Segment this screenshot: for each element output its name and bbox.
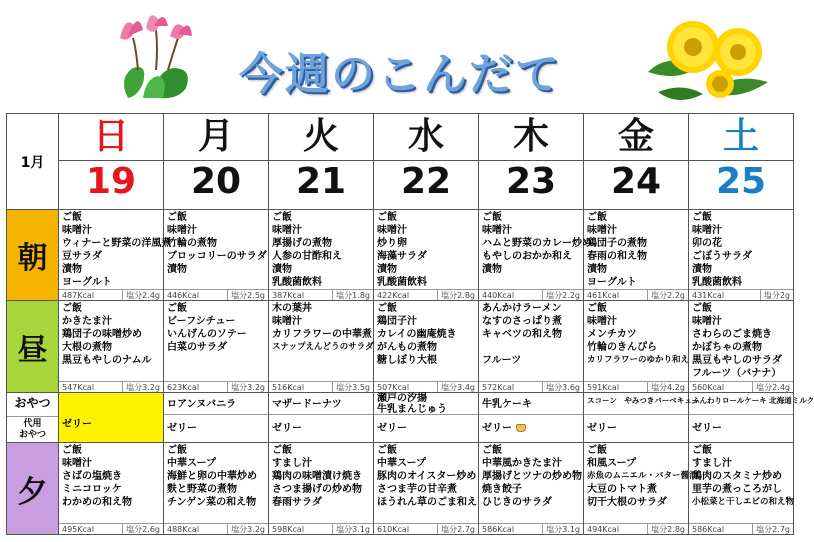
menu-item: 味噌汁 [62,458,92,469]
menu-item: あんかけラーメン [482,303,562,314]
calorie-value: 440Kcal [482,291,515,300]
calorie-value: 507Kcal [377,383,410,392]
lunch-cell [164,301,269,393]
menu-item: もやしのおかか和え [482,251,572,262]
menu-item: ご飯 [62,445,82,456]
menu-item: ご飯 [167,212,187,223]
menu-item: なすのさっぱり煮 [482,316,562,327]
salt-value: 塩分3.2g [122,382,160,392]
nutrition-info [584,381,688,392]
menu-item: 炒り卵 [377,238,407,249]
menu-item: 漬物 [482,264,502,275]
substitute-snack-item: ゼリー [587,423,617,434]
dinner-cell [479,443,584,535]
day-header-mon [164,114,269,210]
menu-item: 味噌汁 [167,225,197,236]
nutrition-info [374,289,478,300]
menu-item: 大根の煮物 [62,342,112,353]
menu-item: 鶏団子の味噌炒め [62,329,142,340]
nutrition-info [269,381,373,392]
salt-value: 塩分3.2g [227,524,265,534]
menu-item: わかめの和え物 [62,497,132,508]
day-header-thu [479,114,584,210]
menu-item: 卯の花 [692,238,722,249]
snack-cell [164,393,269,443]
substitute-snack-item: ゼリー [272,423,302,434]
menu-item: 豆サラダ [62,251,102,262]
menu-item: ご飯 [62,303,82,314]
day-date: 21 [269,160,373,203]
menu-item: かきたま汁 [62,316,112,327]
day-date: 22 [374,160,478,203]
menu-item [167,509,265,522]
nutrition-info [689,381,793,392]
menu-item: ご飯 [62,212,82,223]
menu-item: すまし汁 [692,458,732,469]
nutrition-info [59,523,163,534]
menu-item: メンチカツ [587,329,637,340]
menu-item: ハムと野菜のカレー炒め [482,238,592,249]
menu-item: ご飯 [692,212,712,223]
salt-value: 塩分2.2g [647,290,685,300]
snack-label-bottom: 代用 おやつ [18,419,46,440]
calorie-value: 598Kcal [272,525,305,534]
snack-item: マザードーナツ [272,399,342,410]
substitute-snack-item: ゼリー [377,423,407,434]
menu-item: ウィナーと野菜の洋風煮 [62,238,172,249]
snack-item: 瀬戸の汐揚 [377,393,427,404]
salt-value: 塩分3.4g [437,382,475,392]
nutrition-info [164,381,268,392]
menu-item: 大豆のトマト煮 [587,484,657,495]
menu-item: 里芋の煮っころがし [692,484,782,495]
menu-item: がんもの煮物 [377,342,437,353]
menu-item: 味噌汁 [587,225,617,236]
menu-item: ほうれん草のごま和え [377,497,477,508]
salt-value: 塩分2.2g [542,290,580,300]
breakfast-cell [479,210,592,301]
calorie-value: 586Kcal [692,525,725,534]
menu-item: 味噌汁 [272,316,302,327]
menu-item: ご飯 [587,445,607,456]
menu-item: 味噌汁 [692,225,722,236]
menu-item: 漬物 [272,264,292,275]
substitute-snack-item: ゼリー [692,423,722,434]
nutrition-info [584,289,688,300]
menu-item: ご飯 [272,445,292,456]
salt-value: 塩分3.1g [542,524,580,534]
menu-item [482,341,580,354]
adonis-flower-icon [638,12,778,108]
calorie-value: 586Kcal [482,525,515,534]
salt-value: 塩分2.7g [437,524,475,534]
nutrition-info [269,289,373,300]
menu-item: 味噌汁 [587,316,617,327]
menu-item [377,367,475,380]
menu-item: 黒豆もやしのサラダ [692,355,782,366]
lunch-cell [374,301,479,393]
calorie-value: 547Kcal [62,383,95,392]
substitute-snack-item: ゼリー [62,419,92,430]
menu-item [692,509,790,522]
menu-item [482,509,580,522]
nutrition-info [479,523,583,534]
menu-item [272,354,370,367]
calorie-value: 488Kcal [167,525,200,534]
menu-item: 中華スープ [377,458,426,469]
menu-item: ご飯 [377,303,397,314]
menu-item: 味噌汁 [482,225,512,236]
snack-cell [479,393,584,443]
lunch-cell [59,301,164,393]
calorie-value: 623Kcal [167,383,200,392]
calorie-value: 487Kcal [62,291,95,300]
menu-item: 厚揚げとツナの炒め物 [482,471,582,482]
day-date: 19 [59,160,163,203]
calorie-value: 461Kcal [587,291,620,300]
salt-value: 塩分2.8g [647,524,685,534]
header [0,0,800,112]
breakfast-label: 朝 [7,210,59,301]
menu-item: 乳酸菌飲料 [272,277,322,288]
menu-item: 人参の甘酢和え [272,251,342,262]
salt-value: 塩分4.2g [647,382,685,392]
nutrition-info [269,523,373,534]
page-title: 今週のこんだて [239,49,561,100]
menu-table [6,113,814,535]
salt-value: 塩分2.4g [752,382,790,392]
menu-item: 中華スープ [167,458,216,469]
menu-item: 焼き餃子 [482,484,522,495]
nutrition-info [584,523,688,534]
menu-item: 豚肉のオイスター炒め [377,471,477,482]
menu-item: フルーツ（バナナ） [692,368,782,379]
salt-value: 塩分1.8g [332,290,370,300]
menu-item: 鶏団子の煮物 [587,238,647,249]
menu-item: 小松菜と干しエビの和え物 [692,497,795,507]
nutrition-info [689,523,793,534]
nutrition-info [479,289,583,300]
menu-item: 竹輪のきんぴら [587,342,657,353]
menu-item: スナップえんどうのサラダ [272,342,374,352]
menu-item: すまし汁 [272,458,312,469]
menu-item: いんげんのソテー [167,329,247,340]
lunch-cell [479,301,584,393]
nutrition-info [374,523,478,534]
menu-item: ご飯 [587,303,607,314]
snack-cell [689,393,814,443]
menu-item: ヨーグルト [62,277,112,288]
day-header-tue [269,114,374,210]
menu-item: さばの塩焼き [62,471,122,482]
menu-item [377,509,475,522]
calorie-value: 495Kcal [62,525,95,534]
day-header-sat [689,114,794,210]
day-of-week: 水 [407,116,444,157]
salt-value: 塩分2.8g [437,290,475,300]
salt-value: 塩分3.6g [542,382,580,392]
substitute-snack-item: ゼリー [167,423,197,434]
salt-value: 塩分3.5g [332,382,370,392]
dinner-cell [374,443,479,535]
menu-item: ご飯 [692,303,712,314]
menu-item: ご飯 [482,445,502,456]
menu-item: さつま芋の甘辛煮 [377,484,457,495]
menu-item [167,276,265,289]
menu-item: キャベツの和え物 [482,329,562,340]
menu-item: 乳酸菌飲料 [692,277,742,288]
menu-item: 海鮮と卵の中華炒め [167,471,257,482]
menu-item: ブロッコリーのサラダ [167,251,267,262]
menu-item: かぼちゃの煮物 [692,342,762,353]
salt-value: 塩分2g [760,290,790,300]
nutrition-info [59,381,163,392]
menu-item: 漬物 [167,264,187,275]
menu-item: 黒豆もやしのナムル [62,355,152,366]
menu-item [482,276,580,289]
dinner-cell [59,443,164,535]
menu-item: 漬物 [62,264,82,275]
snack-cell [584,393,700,443]
day-header-sun [59,114,164,210]
menu-item: さつま揚げの炒め物 [272,484,362,495]
menu-item: 味噌汁 [692,316,722,327]
menu-item: ビーフシチュー [167,316,236,327]
nutrition-info [689,289,793,300]
menu-item: ご飯 [272,212,292,223]
menu-item: 漬物 [692,264,712,275]
nutrition-info [164,289,268,300]
dinner-cell [689,443,794,535]
menu-item: 厚揚げの煮物 [272,238,332,249]
dinner-cell [164,443,269,535]
menu-item: ご飯 [167,445,187,456]
menu-item: カリフラワーのゆかり和え [587,355,690,365]
day-of-week: 金 [617,116,654,157]
snack-item: 牛乳ケーキ [482,399,532,410]
snack-label-top: おやつ [7,394,58,417]
menu-item: 鶏肉のスタミナ炒め [692,471,782,482]
snack-cell [269,393,374,443]
nutrition-info [479,381,583,392]
breakfast-cell [269,210,374,301]
menu-item: 味噌汁 [62,225,92,236]
breakfast-cell [584,210,689,301]
calorie-value: 431Kcal [692,291,725,300]
snack-label [7,393,59,443]
dinner-cell [584,443,698,535]
calorie-value: 516Kcal [272,383,305,392]
day-date: 25 [689,160,793,203]
menu-item: 海藻サラダ [377,251,427,262]
salt-value: 塩分2.5g [227,290,265,300]
menu-item [587,367,685,380]
menu-item [62,509,160,522]
salt-value: 塩分2.6g [122,524,160,534]
menu-item: ミニコロッケ [62,484,122,495]
menu-item [272,367,370,380]
menu-item: 白菜のサラダ [167,342,227,353]
nutrition-info [374,381,478,392]
day-date: 20 [164,160,268,203]
calorie-value: 560Kcal [692,383,725,392]
menu-item: 味噌汁 [377,225,407,236]
menu-item: 漬物 [587,264,607,275]
menu-item: ご飯 [377,212,397,223]
menu-item: ご飯 [587,212,607,223]
menu-item: フルーツ [482,355,522,366]
nutrition-info [164,523,268,534]
day-of-week: 木 [512,116,549,157]
snack-item: 牛乳まんじゅう [377,404,447,415]
dinner-label: 夕 [7,443,59,535]
snack-cell [59,393,164,443]
snack-item: スコーン やみつきバーベキュー [587,396,700,405]
breakfast-cell [374,210,479,301]
calorie-value: 387Kcal [272,291,305,300]
menu-item: 赤魚のムニエル・バター醤油 [587,471,698,481]
day-date: 24 [584,160,688,203]
lunch-label: 昼 [7,301,59,393]
menu-item: 切干大根のサラダ [587,497,667,508]
salt-value: 塩分3.2g [227,382,265,392]
day-date: 23 [479,160,583,203]
menu-item: 麩と野菜の煮物 [167,484,237,495]
breakfast-cell [689,210,794,301]
day-of-week: 火 [302,116,339,157]
month-label: 1月 [7,114,59,210]
menu-item: 鶏肉の味噌漬け焼き [272,471,362,482]
day-of-week: 土 [722,116,759,157]
nutrition-info [59,289,163,300]
menu-item: 味噌汁 [272,225,302,236]
menu-item [587,509,685,522]
menu-item: ひじきのサラダ [482,497,552,508]
day-of-week: 月 [197,116,234,157]
menu-item: 中華風かきたま汁 [482,458,562,469]
menu-item: ヨーグルト [587,277,637,288]
menu-item [167,354,265,367]
breakfast-cell [164,210,269,301]
menu-item: ご飯 [482,212,502,223]
menu-item [62,367,160,380]
snack-item: ふんわりロールケーキ 北海道ミルク [692,396,814,405]
salt-value: 塩分2.4g [122,290,160,300]
calorie-value: 446Kcal [167,291,200,300]
salt-value: 塩分3.1g [332,524,370,534]
menu-item: 糖しぼり大根 [377,355,437,366]
lunch-cell [269,301,374,393]
menu-item [167,367,265,380]
menu-item: 木の葉丼 [272,303,312,314]
pudding-icon [516,424,526,432]
calorie-value: 422Kcal [377,291,410,300]
dinner-cell [269,443,374,535]
menu-item: ご飯 [692,445,712,456]
calorie-value: 494Kcal [587,525,620,534]
menu-item: 乳酸菌飲料 [377,277,427,288]
substitute-snack-item: ゼリー [482,423,512,434]
menu-item: カリフラワーの中華煮 [272,329,372,340]
lunch-cell [584,301,689,393]
snack-item: ロアンヌバニラ [167,399,237,410]
calorie-value: 572Kcal [482,383,515,392]
menu-item: 鶏団子汁 [377,316,417,327]
menu-item: 漬物 [377,264,397,275]
menu-item: 春雨の和え物 [587,251,647,262]
menu-item: ご飯 [167,303,187,314]
day-header-wed [374,114,479,210]
lunch-cell [689,301,794,393]
calorie-value: 591Kcal [587,383,620,392]
menu-item: ごぼうサラダ [692,251,752,262]
breakfast-cell [59,210,172,301]
snack-cell [374,393,479,443]
menu-item: 竹輪の煮物 [167,238,217,249]
menu-item: カレイの幽庵焼き [377,329,457,340]
day-of-week: 日 [92,116,129,157]
day-header-fri [584,114,689,210]
menu-item: さわらのごま焼き [692,329,772,340]
menu-item: ご飯 [377,445,397,456]
menu-item [272,509,370,522]
calorie-value: 610Kcal [377,525,410,534]
menu-item: 春雨サラダ [272,497,322,508]
menu-item: チンゲン菜の和え物 [167,497,257,508]
salt-value: 塩分2.7g [752,524,790,534]
menu-item [482,367,580,380]
menu-item: 和風スープ [587,458,636,469]
